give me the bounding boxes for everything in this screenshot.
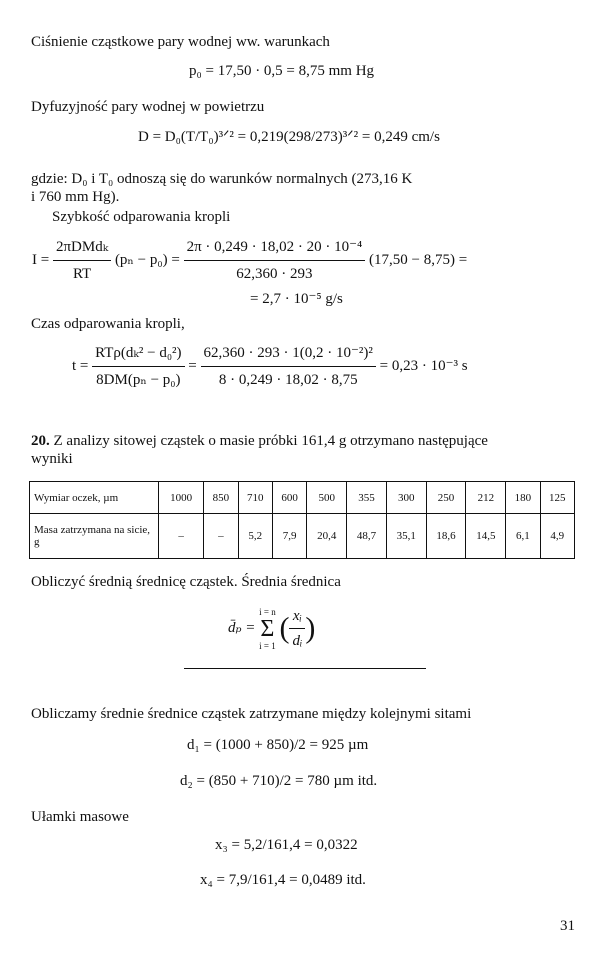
fraction-t-numeric-denominator: 8 · 0,249 · 18,02 · 8,75 <box>218 372 358 388</box>
fraction-x-numerator: xᵢ <box>289 606 305 629</box>
equation-dp-left: d̄ₚ = <box>228 619 256 636</box>
table-cell: 6,1 <box>506 514 540 559</box>
fraction-I-symbolic-denominator: RT <box>72 266 92 282</box>
table-row-header: Masa zatrzymana na sicie, g <box>30 514 159 559</box>
equation-d1: d₁ = (1000 + 850)/2 = 925 µm <box>187 737 369 753</box>
right-paren-icon: ) <box>305 611 316 645</box>
evaporation-time-heading: Czas odparowania kropli, <box>31 316 185 332</box>
table-cell: 125 <box>540 482 574 514</box>
fraction-I-numeric-numerator: 2π · 0,249 · 18,02 · 20 · 10⁻⁴ <box>184 236 366 261</box>
summation-lower-limit: i = 1 <box>259 640 276 651</box>
equation-x4: x₄ = 7,9/161,4 = 0,0489 itd. <box>200 872 366 888</box>
fraction-I-numeric <box>184 236 366 285</box>
fraction-t-numeric-numerator: 62,360 · 293 · 1(0,2 · 10⁻²)² <box>201 342 376 367</box>
table-cell: 850 <box>204 482 238 514</box>
diffusivity-heading: Dyfuzyjność pary wodnej w powietrzu <box>31 99 265 115</box>
fraction-t-symbolic <box>92 342 184 391</box>
equation-dp <box>228 606 315 651</box>
summation-icon <box>259 607 276 651</box>
equation-D: D = D₀(T/T₀)³ᐟ² = 0,219(298/273)³ᐟ² = 0,249 cm/s <box>138 129 440 145</box>
equation-t <box>72 342 468 391</box>
table-cell: 5,2 <box>238 514 272 559</box>
table-cell: 7,9 <box>272 514 306 559</box>
fraction-d-denominator: dᵢ <box>292 633 303 649</box>
fraction-I-numeric-denominator: 62,360 · 293 <box>236 266 313 282</box>
mean-diameters-heading: Obliczamy średnie średnice cząstek zatrzymane między kolejnymi sitami <box>31 706 472 722</box>
problem-number: 20. <box>31 433 50 449</box>
mass-fractions-heading: Ułamki masowe <box>31 809 129 825</box>
summation-upper-limit: i = n <box>259 606 276 617</box>
table-cell: 710 <box>238 482 272 514</box>
fraction-x-over-d <box>289 606 305 651</box>
equation-t-left: t = <box>72 357 89 374</box>
table-cell: 14,5 <box>466 514 506 559</box>
table-cell: 250 <box>426 482 466 514</box>
table-cell: 35,1 <box>386 514 426 559</box>
where-line-1: gdzie: D₀ i T₀ odnoszą się do warunków normalnych (273,16 K <box>31 171 413 187</box>
problem-line-1 <box>31 432 488 450</box>
table-cell: 300 <box>386 482 426 514</box>
table-cell: 1000 <box>159 482 204 514</box>
equation-p0: p₀ = 17,50 · 0,5 = 8,75 mm Hg <box>189 63 375 79</box>
equation-I-left: I = <box>32 251 50 268</box>
table-row <box>30 514 575 559</box>
fraction-I-symbolic <box>53 236 111 285</box>
intro-text: Ciśnienie cząstkowe pary wodnej ww. warunkach <box>31 34 330 50</box>
table-cell: 180 <box>506 482 540 514</box>
problem-line-2: wyniki <box>31 451 73 467</box>
table-cell: – <box>204 514 238 559</box>
equation-I-result: = 2,7 · 10⁻⁵ g/s <box>250 291 343 307</box>
equation-t-right: = 0,23 · 10⁻³ s <box>379 357 468 374</box>
sieve-analysis-table <box>29 481 575 559</box>
equation-x3: x₃ = 5,2/161,4 = 0,0322 <box>215 837 358 853</box>
problem-text-1: Z analizy sitowej cząstek o masie próbki 161,4 g otrzymano następujące <box>49 433 488 449</box>
equation-t-middle: = <box>188 357 197 374</box>
fraction-t-symbolic-denominator: 8DM(pₙ − p₀) <box>96 372 181 388</box>
equation-I-middle: (pₙ − p₀) = <box>114 251 180 268</box>
mean-diameter-prompt: Obliczyć średnią średnicę cząstek. Średnia średnica <box>31 574 341 590</box>
table-cell: 20,4 <box>307 514 347 559</box>
table-cell: 48,7 <box>347 514 387 559</box>
evaporation-rate-heading: Szybkość odparowania kropli <box>52 209 231 225</box>
fraction-I-symbolic-numerator: 2πDMdₖ <box>53 236 111 261</box>
table-cell: 600 <box>272 482 306 514</box>
equation-I-right: (17,50 − 8,75) = <box>369 251 468 268</box>
table-cell: – <box>159 514 204 559</box>
equation-I <box>32 236 467 285</box>
table-cell: 4,9 <box>540 514 574 559</box>
table-cell: 355 <box>347 482 387 514</box>
left-paren-icon: ( <box>279 611 290 645</box>
horizontal-divider <box>184 668 426 669</box>
page-number: 31 <box>560 918 575 934</box>
table-cell: 18,6 <box>426 514 466 559</box>
fraction-t-numeric <box>201 342 376 391</box>
table-cell: 500 <box>307 482 347 514</box>
table-row-header: Wymiar oczek, µm <box>30 482 159 514</box>
where-line-2: i 760 mm Hg). <box>31 189 120 205</box>
summation-sigma: Σ <box>260 615 275 642</box>
equation-d2: d₂ = (850 + 710)/2 = 780 µm itd. <box>180 773 378 789</box>
table-row <box>30 482 575 514</box>
fraction-t-symbolic-numerator: RTρ(dₖ² − d₀²) <box>92 342 184 367</box>
table-cell: 212 <box>466 482 506 514</box>
